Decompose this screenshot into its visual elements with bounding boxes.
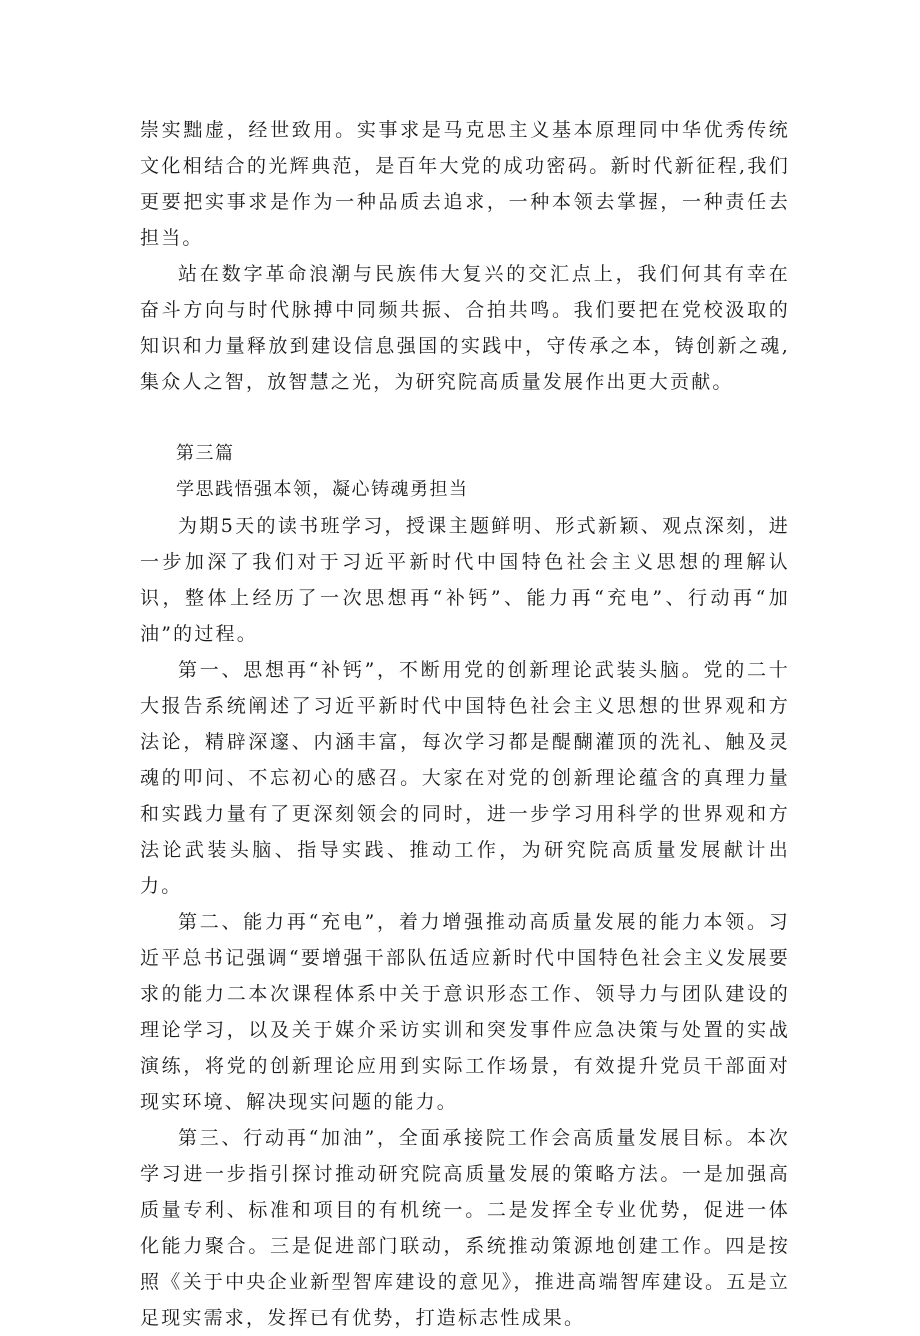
section-spacer (140, 400, 790, 436)
section-label: 第三篇 (176, 443, 235, 464)
continuation-paragraph-1: 崇实黜虚，经世致用。实事求是马克思主义基本原理同中华优秀传统文化相结合的光辉典范，是百年大党的成功密码。新时代新征程,我们更要把实事求是作为一种品质去追求，一种本领去掌握，一种责任去担当。 (140, 119, 790, 249)
section-title: 学思践悟强本领，凝心铸魂勇担当 (176, 479, 469, 500)
body-paragraph-4: 第三、行动再“加油”，全面承接院工作会高质量发展目标。本次学习进一步指引探讨推动研究院高质量发展的策略方法。一是加强高质量专利、标准和项目的有机统一。二是发挥全专业优势，促进一体化能力聚合。三是促进部门联动，系统推动策源地创建工作。四是按照《关于中央企业新型智库建设的意见》，推进高端智库建设。五是立足现实需求，发挥已有优势，打造标志性成果。 (140, 1127, 790, 1329)
body-paragraph-2: 第一、思想再“补钙”，不断用党的创新理论武装头脑。党的二十大报告系统阐述了习近平新时代中国特色社会主义思想的世界观和方法论，精辟深邃、内涵丰富，每次学习都是醍醐灌顶的洗礼、触及灵魂的叩问、不忘初心的感召。大家在对党的创新理论蕴含的真理力量和实践力量有了更深刻领会的同时，进一步学习用科学的世界观和方法论武装头脑、指导实践、推动工作，为研究院高质量发展献计出力。 (140, 659, 790, 897)
body-paragraph-1: 为期5天的读书班学习，授课主题鲜明、形式新颖、观点深刻，进一步加深了我们对于习近平新时代中国特色社会主义思想的理解认识，整体上经历了一次思想再“补钙”、能力再“充电”、行动再“加油”的过程。 (140, 515, 790, 645)
continuation-paragraph-2: 站在数字革命浪潮与民族伟大复兴的交汇点上，我们何其有幸在奋斗方向与时代脉搏中同频共振、合拍共鸣。我们要把在党校汲取的知识和力量释放到建设信息强国的实践中，守传承之本，铸创新之魂,集众人之智，放智慧之光，为研究院高质量发展作出更大贡献。 (140, 263, 790, 393)
document-body (140, 112, 790, 1336)
body-paragraph-3: 第二、能力再“充电”，着力增强推动高质量发展的能力本领。习近平总书记强调“要增强干部队伍适应新时代中国特色社会主义发展要求的能力二本次课程体系中关于意识形态工作、领导力与团队建设的理论学习，以及关于媒介采访实训和突发事件应急决策与处置的实战演练，将党的创新理论应用到实际工作场景，有效提升党员干部面对现实环境、解决现实问题的能力。 (140, 911, 790, 1113)
